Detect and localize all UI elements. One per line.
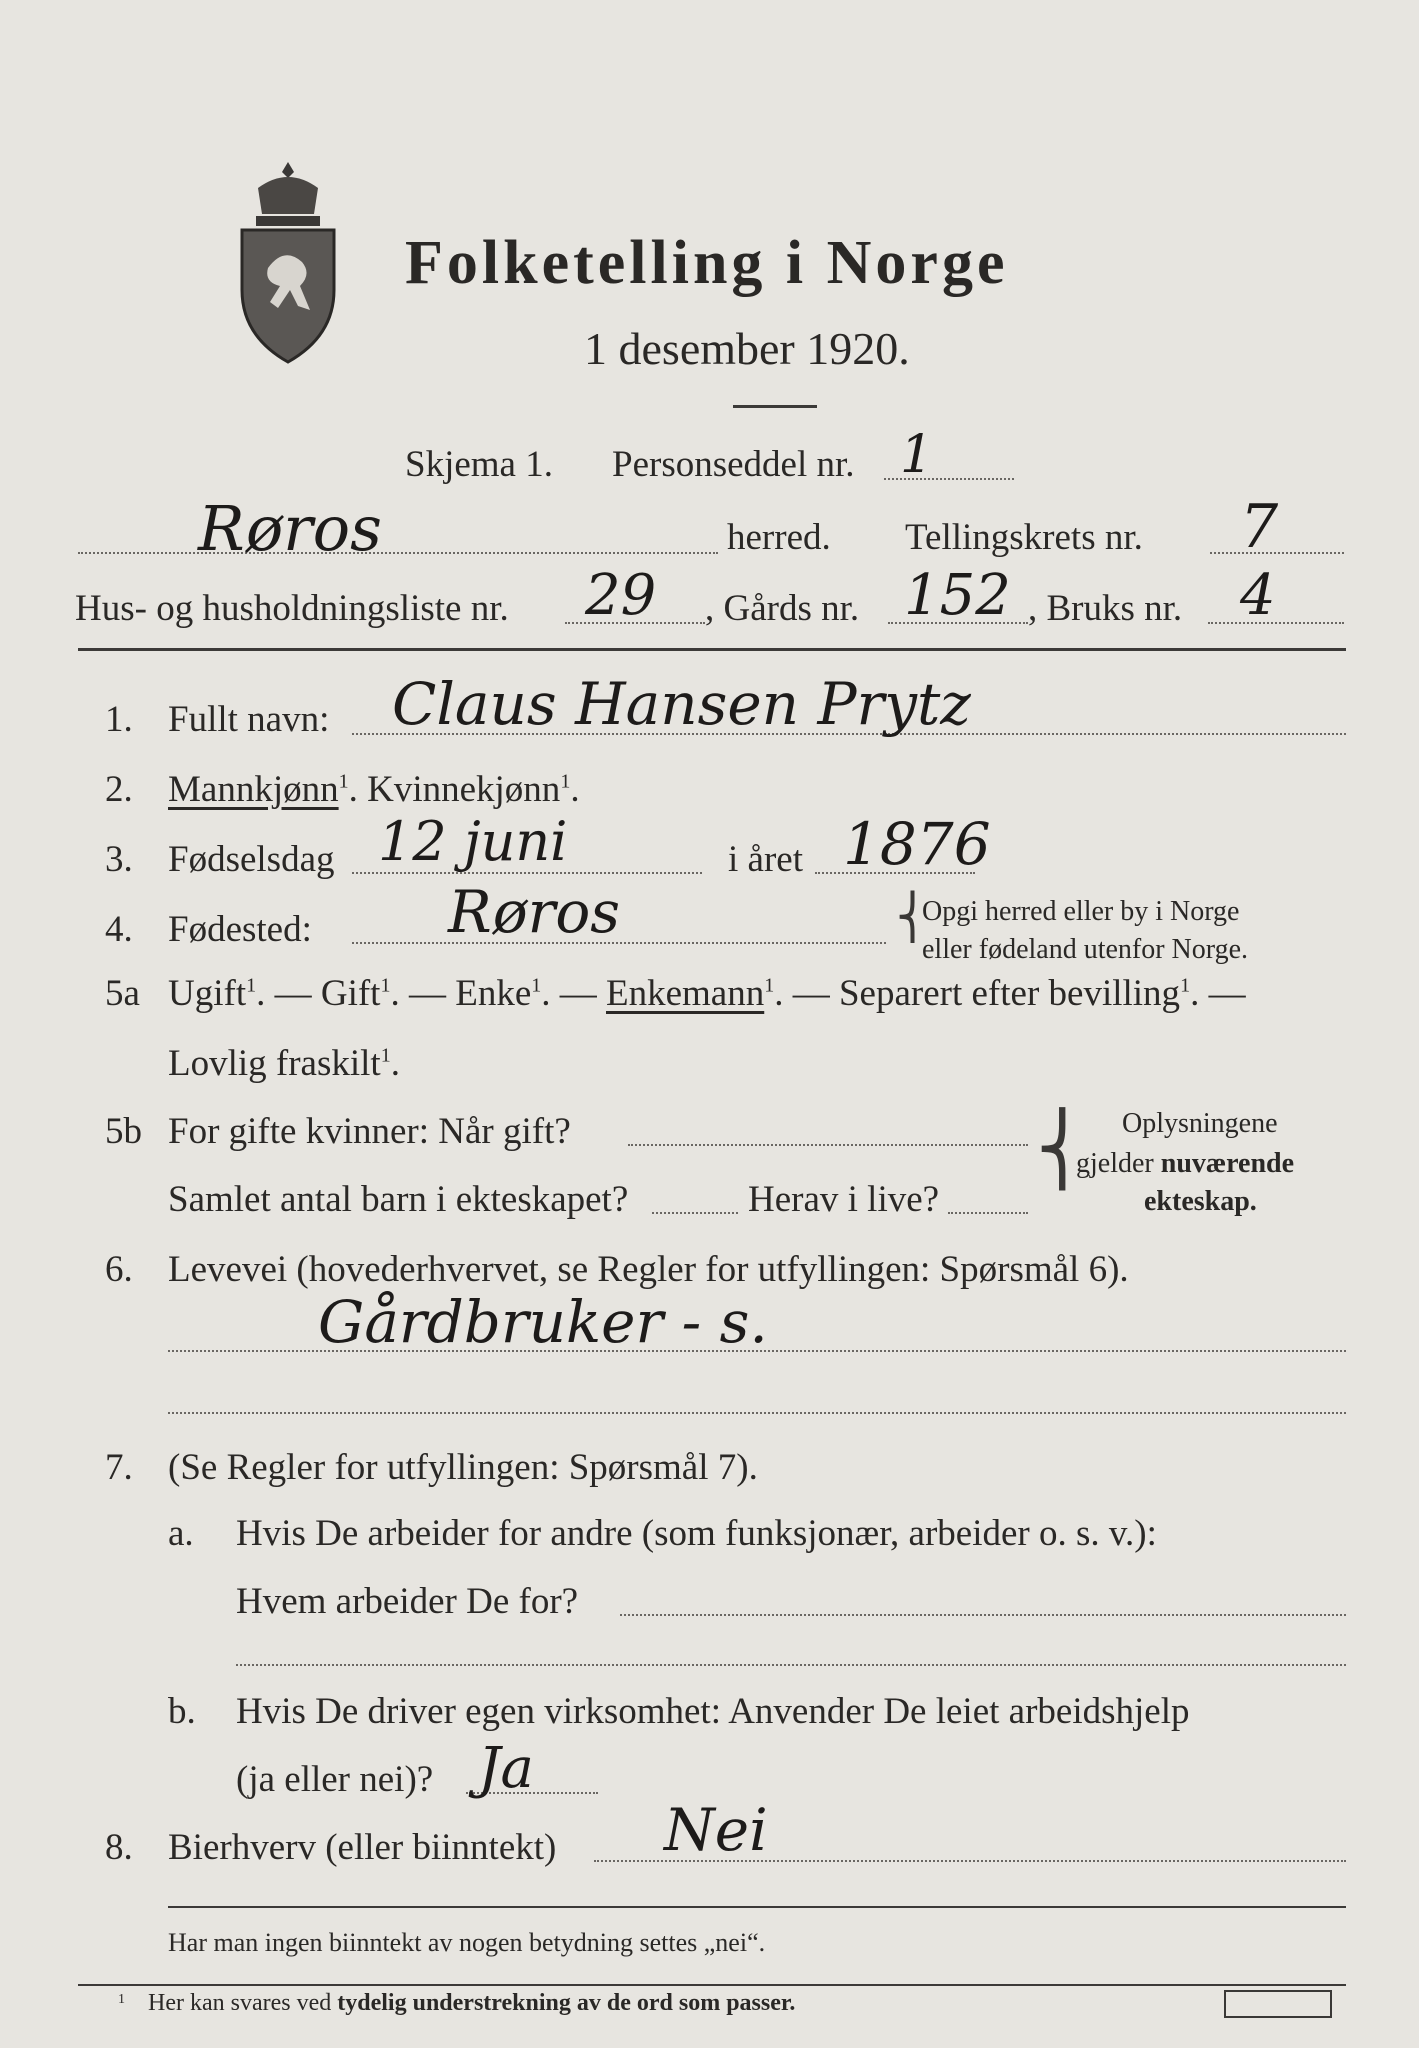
q5b-note-3: ekteskap. <box>1144 1186 1257 1217</box>
gards-value[interactable]: 152 <box>904 563 1011 628</box>
herred-value[interactable]: Røros <box>198 492 382 565</box>
q5b-note-2: gjelder nuværende <box>1076 1148 1295 1179</box>
title-divider <box>733 405 817 408</box>
gards-label: , Gårds nr. <box>705 588 860 629</box>
husliste-value[interactable]: 29 <box>585 563 657 628</box>
birthplace-value[interactable]: Røros <box>448 878 621 946</box>
q5a-marital-options: Ugift$^1$. — Gift$^1$. — Enke$^1$. — Enkemann$^1$. — Separert efter bevilling$^1$. — <box>168 973 1246 1014</box>
q5b-note-1: Oplysningene <box>1122 1108 1278 1139</box>
q5b-number: 5b <box>105 1111 142 1152</box>
q7a-text: Hvis De arbeider for andre (som funksjonær, arbeider o. s. v.): <box>236 1513 1157 1554</box>
q7a-line-2 <box>236 1664 1346 1666</box>
female-option[interactable]: Kvinnekjønn <box>367 769 561 810</box>
q7b-letter: b. <box>168 1691 196 1732</box>
q5b-brace: ⎨ <box>1036 1112 1089 1189</box>
enkemann-option[interactable]: Enkemann <box>606 973 765 1014</box>
q7a-letter: a. <box>168 1513 194 1554</box>
q5b-ilive-label: Herav i live? <box>748 1179 940 1220</box>
q7-label: (Se Regler for utfyllingen: Spørsmål 7). <box>168 1447 758 1488</box>
census-date: 1 desember 1920. <box>584 323 910 374</box>
male-option[interactable]: Mannkjønn <box>168 769 339 810</box>
q3-year-label: i året <box>728 839 803 880</box>
q4-note-1: Opgi herred eller by i Norge <box>922 896 1240 927</box>
tellingskrets-value[interactable]: 7 <box>1240 492 1279 562</box>
footer-note: Har man ingen biinntekt av nogen betydning settes „nei“. <box>168 1928 766 1957</box>
q4-number: 4. <box>105 909 133 950</box>
q5b-ilive-line <box>948 1212 1028 1214</box>
footnote-text: Her kan svares ved tydelig understrekning av de ord som passer. <box>148 1990 796 2016</box>
q7a-question: Hvem arbeider De for? <box>236 1581 579 1622</box>
q7b-question: (ja eller nei)? <box>236 1759 434 1800</box>
q4-note-2: eller fødeland utenfor Norge. <box>922 934 1249 965</box>
q5b-barn-line <box>652 1212 738 1214</box>
hired-help-value[interactable]: Ja <box>478 1736 534 1801</box>
q5a-number: 5a <box>105 973 140 1014</box>
herred-line <box>78 552 718 554</box>
bruks-line <box>1208 622 1344 624</box>
coat-of-arms-icon <box>228 158 348 368</box>
header-divider <box>78 648 1346 651</box>
q6-line-2 <box>168 1412 1346 1414</box>
q5b-barn-label: Samlet antal barn i ekteskapet? <box>168 1179 629 1220</box>
separert-option[interactable]: Separert efter bevilling <box>838 973 1181 1014</box>
q7b-text: Hvis De driver egen virksomhet: Anvender De leiet arbeidshjelp <box>236 1691 1190 1732</box>
q5a-fraskilt: Lovlig fraskilt$^1$. <box>168 1043 400 1084</box>
footnote-number: 1 <box>118 1992 125 2007</box>
herred-label: herred. <box>727 517 831 558</box>
footer-divider <box>168 1906 1346 1908</box>
q2-number: 2. <box>105 769 133 810</box>
q8-label: Bierhverv (eller biinntekt) <box>168 1827 557 1868</box>
fraskilt-option[interactable]: Lovlig fraskilt <box>168 1043 381 1084</box>
skjema-label: Skjema 1. <box>405 444 553 485</box>
q8-number: 8. <box>105 1827 133 1868</box>
ugift-option[interactable]: Ugift <box>168 973 247 1014</box>
q1-number: 1. <box>105 699 133 740</box>
q1-label: Fullt navn: <box>168 699 330 740</box>
q4-brace: ⎨ <box>896 893 929 942</box>
footnote-divider <box>78 1984 1346 1986</box>
occupation-value[interactable]: Gårdbruker - s. <box>318 1288 768 1356</box>
q2-sex-options: Mannkjønn$^1$. Kvinnekjønn$^1$. <box>168 769 580 810</box>
q3-number: 3. <box>105 839 133 880</box>
birth-day-value[interactable]: 12 juni <box>378 810 568 873</box>
birth-year-value[interactable]: 1876 <box>843 810 991 878</box>
q7a-line-1 <box>620 1614 1346 1616</box>
q5b-gift-line <box>628 1144 1028 1146</box>
q5b-label: For gifte kvinner: Når gift? <box>168 1111 571 1152</box>
personseddel-value[interactable]: 1 <box>900 425 934 485</box>
tellingskrets-label: Tellingskrets nr. <box>905 517 1143 558</box>
bruks-label: , Bruks nr. <box>1028 588 1183 629</box>
side-income-value[interactable]: Nei <box>664 1796 768 1864</box>
q7-number: 7. <box>105 1447 133 1488</box>
printer-stamp <box>1224 1990 1332 2018</box>
q4-label: Fødested: <box>168 909 312 950</box>
q3-label: Fødselsdag <box>168 839 335 880</box>
q6-number: 6. <box>105 1249 133 1290</box>
form-title: Folketelling i Norge <box>405 229 1009 297</box>
enke-option[interactable]: Enke <box>455 973 532 1014</box>
q6-label: Levevei (hovederhvervet, se Regler for utfyllingen: Spørsmål 6). <box>168 1249 1129 1290</box>
full-name-value[interactable]: Claus Hansen Prytz <box>392 670 971 738</box>
personseddel-label: Personseddel nr. <box>612 444 855 485</box>
bruks-value[interactable]: 4 <box>1240 563 1276 628</box>
husliste-label: Hus- og husholdningsliste nr. <box>75 588 509 629</box>
gift-option[interactable]: Gift <box>320 973 381 1014</box>
